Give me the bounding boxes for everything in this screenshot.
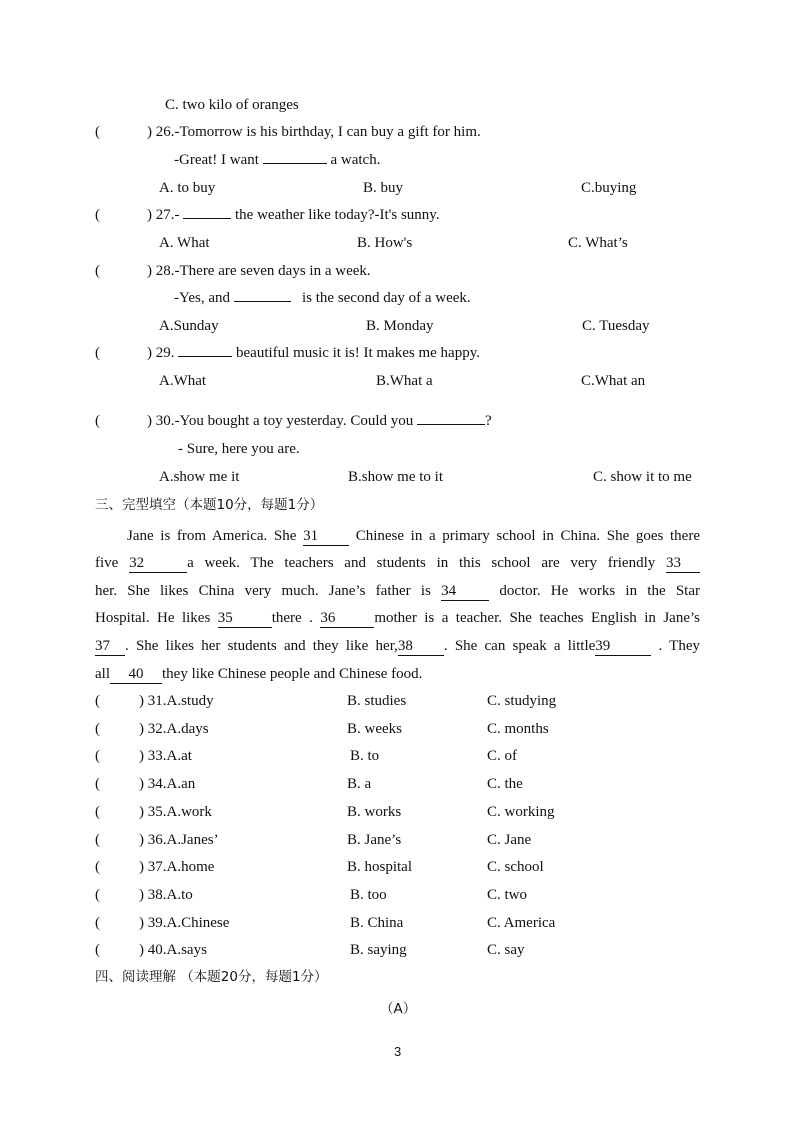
option-c: C. studying	[487, 693, 557, 709]
q30-paren-open: (	[95, 413, 100, 429]
blank-38: 38	[398, 638, 444, 656]
passage-text: Jane is from America. She	[127, 528, 297, 544]
passage-line-5	[95, 636, 700, 656]
q27-paren-close: )	[147, 207, 152, 223]
blank-32: 32	[129, 555, 187, 573]
q27-option-a: A. What	[159, 235, 210, 251]
option-b: B. to	[350, 748, 380, 765]
passage-line-4	[95, 608, 700, 628]
q27-paren-open: (	[95, 207, 100, 223]
q25-option-c: C. two kilo of oranges	[165, 97, 299, 113]
q28-paren-close: )	[147, 263, 152, 279]
q28-blank	[234, 301, 291, 302]
passage-text: all	[95, 666, 110, 682]
passage-line-1	[127, 526, 700, 546]
section4-part-a: （A）	[380, 1001, 417, 1017]
option-c: C. months	[487, 720, 549, 737]
passage-text: . She can speak a little	[443, 638, 596, 654]
passage-text: a week. The teachers and students in this school are very friendly	[187, 555, 656, 571]
question-option-a: ) 38.A.to	[139, 886, 193, 903]
q26-option-b: B. buy	[363, 180, 404, 196]
q30-option-b: B.show me to it	[348, 469, 444, 485]
option-c: C. of	[487, 748, 517, 765]
q26-question	[147, 122, 481, 142]
passage-text: they like Chinese people and Chinese food.	[162, 666, 423, 682]
q29-option-b: B.What a	[376, 373, 433, 389]
passage-text: doctor. He works in the Star	[499, 583, 701, 599]
q27-blank	[183, 218, 231, 219]
passage-text: her. She likes China very much. Jane’s father is	[95, 583, 431, 599]
q29-paren-open: (	[95, 345, 100, 361]
option-b: B. too	[350, 886, 387, 903]
question-option-a: ) 32.A.days	[139, 720, 209, 737]
answer-paren: (	[95, 720, 100, 737]
blank-33: 33	[666, 555, 700, 573]
blank-34: 34	[441, 583, 489, 601]
passage-text: Chinese in a primary school in China. She goes there	[355, 528, 700, 544]
option-b: B. a	[347, 776, 372, 793]
q26-paren-close: )	[147, 124, 152, 140]
q26-reply	[174, 150, 380, 170]
question-option-a: ) 37.A.home	[139, 859, 215, 876]
page-number: 3	[394, 1044, 402, 1059]
question-option-a: ) 31.A.study	[139, 693, 214, 709]
question-option-a: ) 40.A.says	[139, 942, 207, 959]
q29-after: beautiful music it is! It makes me happy.	[236, 345, 480, 361]
option-c: C. two	[487, 886, 528, 903]
option-c: C. America	[487, 914, 556, 931]
q28-reply-before: -Yes, and	[174, 290, 230, 306]
answer-paren: (	[95, 886, 100, 903]
q28-reply-after: is the second day of a week.	[301, 290, 471, 306]
q26-option-a: A. to buy	[159, 180, 216, 196]
q28-option-b: B. Monday	[366, 318, 434, 334]
option-b: B. weeks	[347, 720, 402, 737]
answer-paren: (	[95, 803, 100, 820]
section3-heading: 三、完型填空（本题10分，每题1分）	[95, 497, 324, 513]
q27-number: 27.-	[155, 207, 180, 223]
q29-option-a: A.What	[159, 373, 207, 389]
q30-paren-close: )	[147, 413, 152, 429]
q30-prompt-after: ?	[485, 413, 492, 429]
passage-text: . They	[658, 638, 701, 654]
question-option-a: ) 36.A.Janes’	[139, 831, 219, 848]
option-c: C. say	[487, 942, 525, 959]
q30-option-a: A.show me it	[159, 469, 240, 485]
q28-prompt: 28.-There are seven days in a week.	[155, 263, 371, 279]
q30-prompt-before: 30.-You bought a toy yesterday. Could you	[155, 413, 414, 429]
answer-paren: (	[95, 748, 100, 765]
passage-line-2	[95, 553, 700, 573]
q26-blank	[263, 163, 327, 164]
option-b: B. studies	[347, 693, 407, 709]
blank-40: 40	[110, 666, 162, 684]
q30-reply: - Sure, here you are.	[178, 441, 300, 457]
q30-question	[147, 411, 492, 431]
q27-option-b: B. How's	[357, 235, 413, 251]
q29-blank	[178, 356, 232, 357]
q28-paren-open: (	[95, 263, 100, 279]
answer-paren: (	[95, 693, 100, 709]
q28-option-c: C. Tuesday	[582, 318, 650, 334]
blank-31: 31	[303, 528, 349, 546]
option-b: B. China	[350, 914, 404, 931]
blank-37: 37	[95, 638, 125, 656]
q30-option-c: C. show it to me	[593, 469, 692, 485]
passage-text: Hospital. He likes	[95, 610, 211, 626]
answer-paren: (	[95, 914, 100, 931]
option-b: B. saying	[350, 942, 407, 959]
q30-blank	[417, 424, 485, 425]
blank-36: 36	[320, 610, 374, 628]
answer-paren: (	[95, 776, 100, 793]
q26-reply-before: -Great! I want	[174, 152, 259, 168]
q26-prompt: 26.-Tomorrow is his birthday, I can buy a gift for him.	[155, 124, 481, 140]
q28-reply	[174, 288, 471, 308]
q29-option-c: C.What an	[581, 373, 646, 389]
q29-question	[147, 343, 480, 363]
blank-35: 35	[218, 610, 272, 628]
answer-paren: (	[95, 831, 100, 848]
passage-text: mother is a teacher. She teaches English in Jane’s	[374, 610, 700, 626]
q27-after: the weather like today?-It's sunny.	[235, 207, 440, 223]
passage-text: five	[95, 555, 119, 571]
question-option-a: ) 34.A.an	[139, 776, 196, 793]
option-b: B. Jane’s	[347, 831, 402, 848]
passage-line-3	[95, 581, 700, 601]
passage-text: there .	[271, 610, 313, 626]
q28-question	[147, 261, 371, 281]
q27-option-c: C. What’s	[568, 235, 628, 251]
q29-number: 29.	[155, 345, 175, 361]
passage-text: . She likes her students and they like her,	[125, 638, 398, 654]
answer-paren: (	[95, 859, 100, 876]
option-b: B. works	[347, 803, 402, 820]
option-c: C. Jane	[487, 831, 532, 848]
question-option-a: ) 35.A.work	[139, 803, 212, 820]
q29-paren-close: )	[147, 345, 152, 361]
q26-option-c: C.buying	[581, 180, 637, 196]
q26-reply-after: a watch.	[330, 152, 381, 168]
option-c: C. working	[487, 803, 555, 820]
section4-heading: 四、阅读理解 （本题20分，每题1分）	[95, 969, 328, 985]
q27-question	[147, 205, 440, 225]
answer-paren: (	[95, 942, 100, 959]
option-c: C. school	[487, 859, 544, 876]
question-option-a: ) 33.A.at	[139, 748, 192, 765]
question-option-a: ) 39.A.Chinese	[139, 914, 230, 931]
q28-option-a: A.Sunday	[159, 318, 219, 334]
option-c: C. the	[487, 776, 523, 793]
blank-39: 39	[595, 638, 651, 656]
q26-paren-open: (	[95, 124, 100, 140]
passage-line-6	[95, 664, 422, 684]
option-b: B. hospital	[347, 859, 413, 876]
